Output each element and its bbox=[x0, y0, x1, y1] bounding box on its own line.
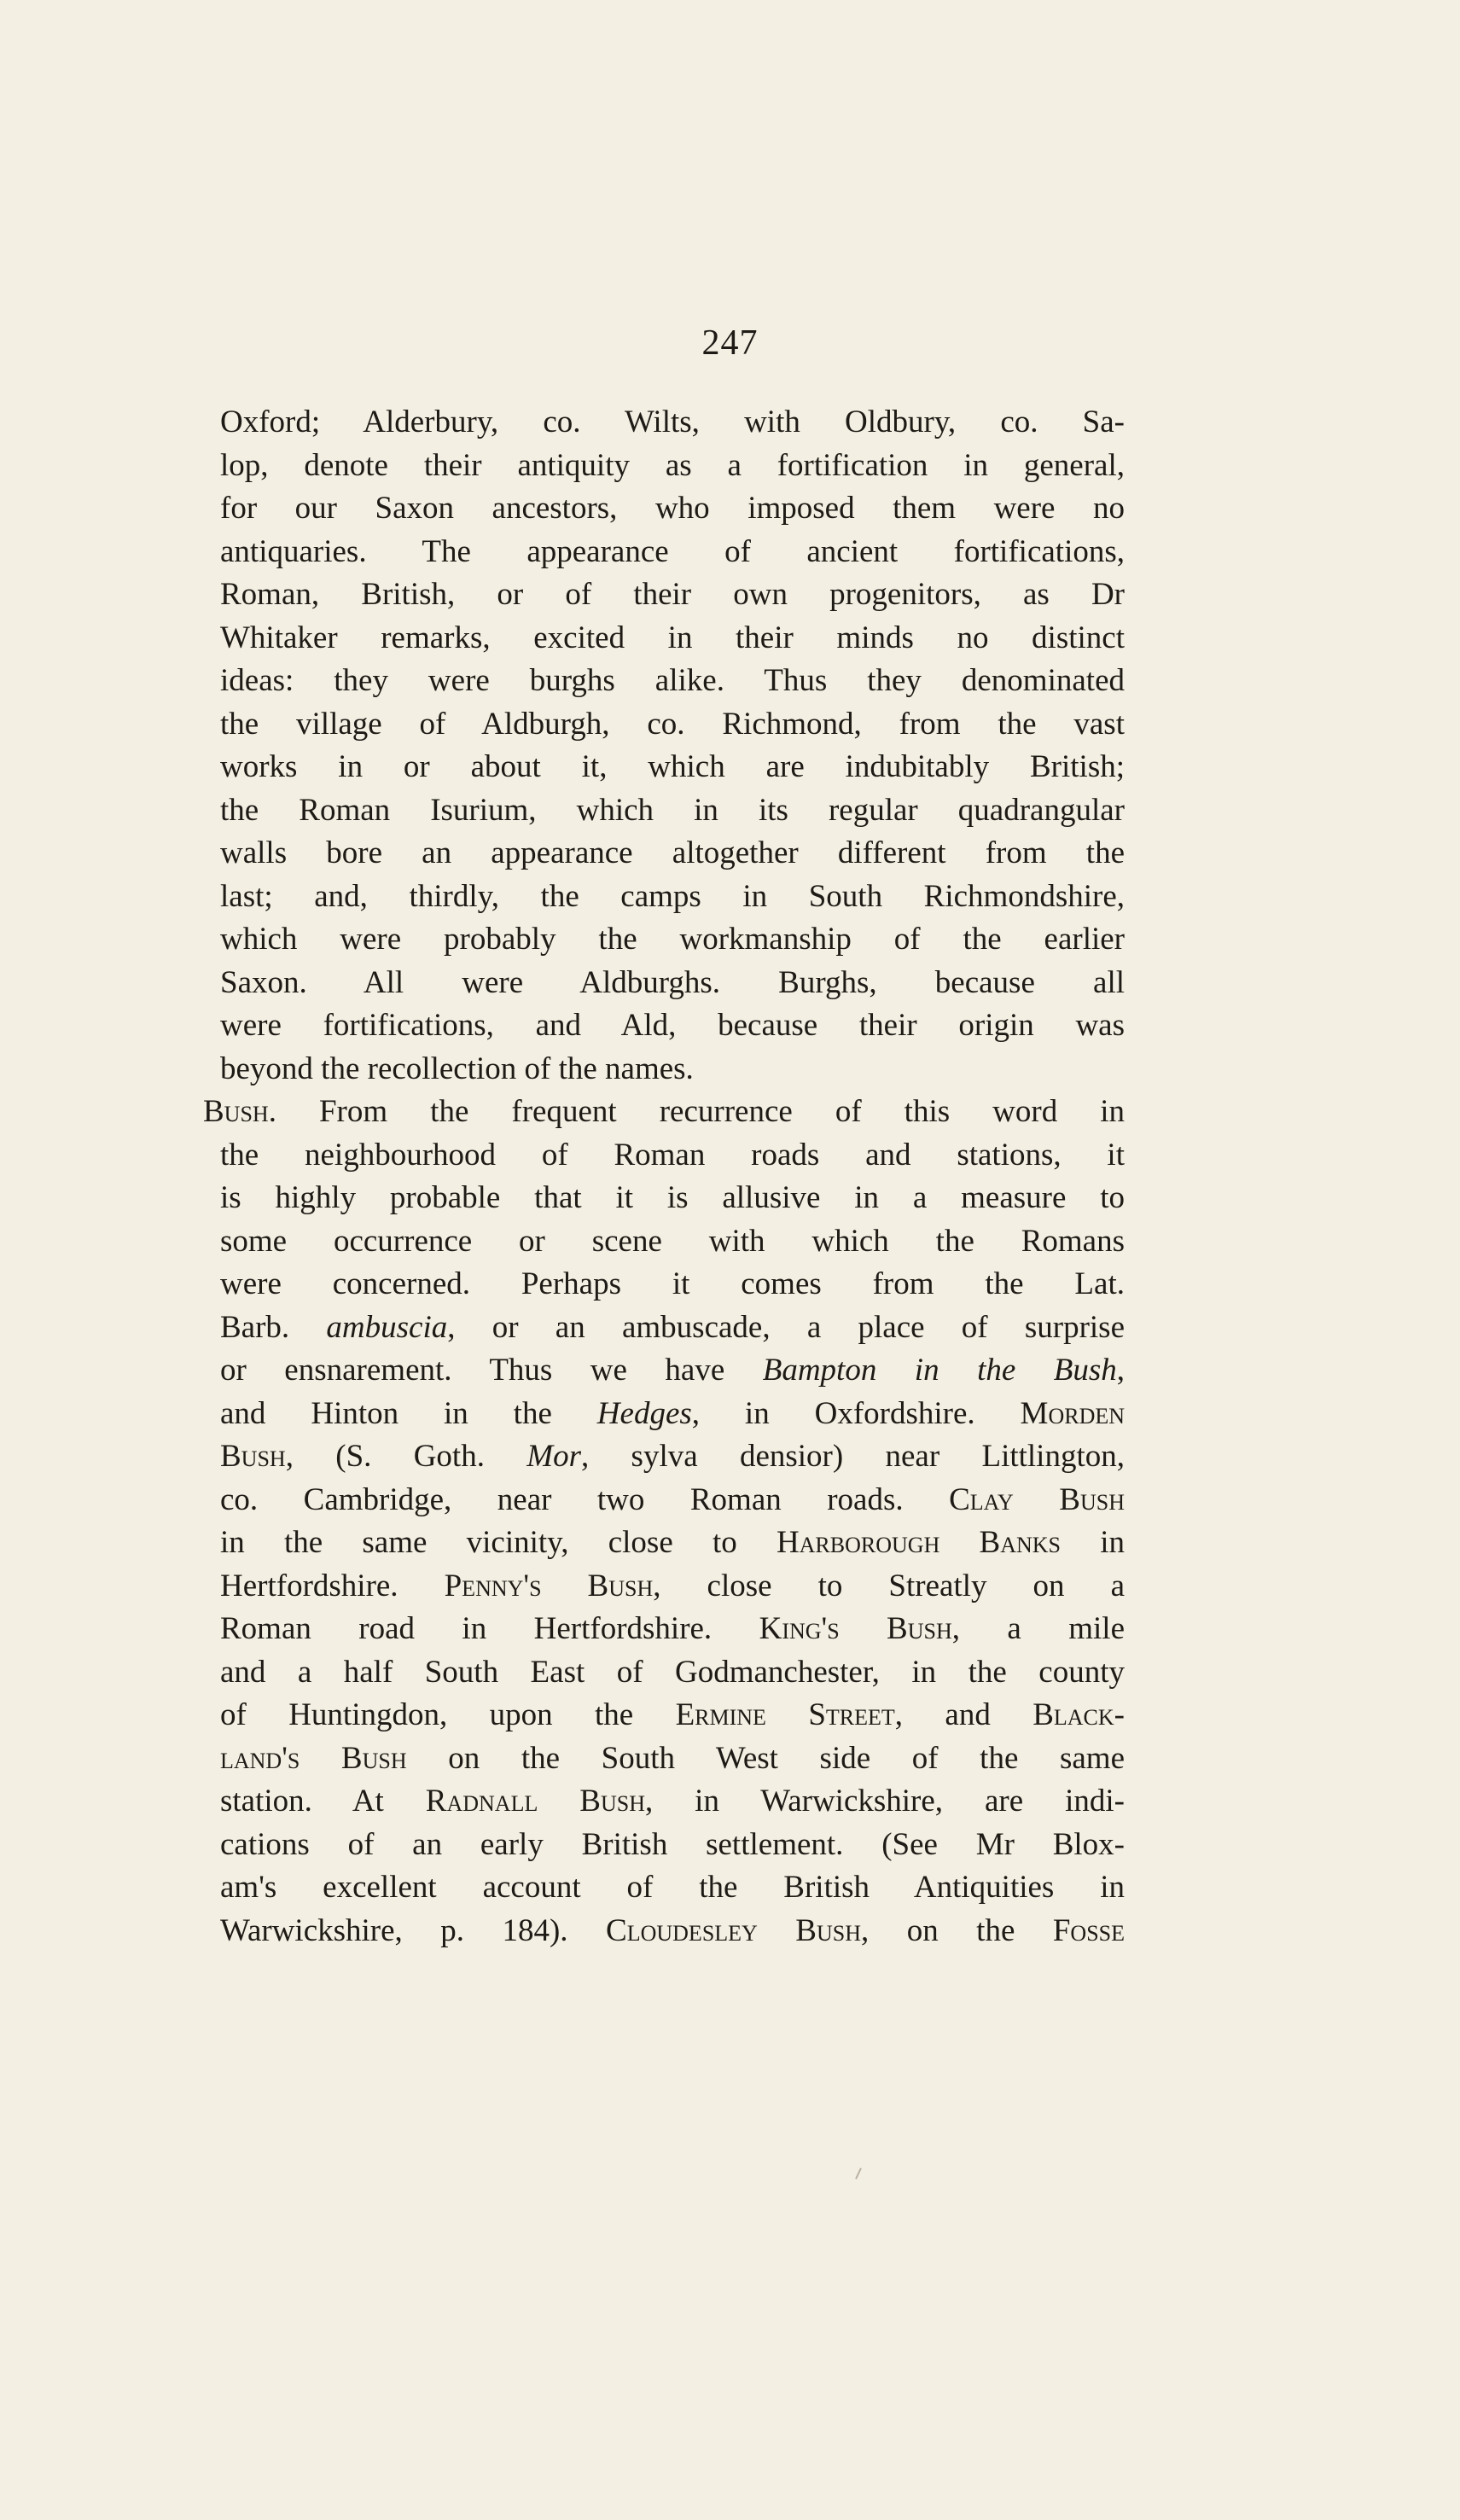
text-line: the neighbourhood of Roman roads and stations, it bbox=[220, 1137, 1125, 1173]
text-line: co. Cambridge, near two Roman roads. Clay Bush bbox=[220, 1481, 1125, 1517]
text-line: which were probably the workmanship of the earlier bbox=[220, 922, 1125, 957]
text-line: the Roman Isurium, which in its regular quadrangular bbox=[220, 792, 1125, 828]
text-line: am's excellent account of the British Antiquities in bbox=[220, 1870, 1125, 1905]
page-number: 247 bbox=[701, 323, 759, 363]
text-line: lop, denote their antiquity as a fortification in general, bbox=[220, 447, 1125, 483]
text-line: Oxford; Alderbury, co. Wilts, with Oldbury, co. Sa- bbox=[220, 404, 1125, 439]
text-line: beyond the recollection of the names. bbox=[220, 1050, 694, 1086]
text-line: antiquaries. The appearance of ancient fortifications, bbox=[220, 533, 1125, 569]
text-line: some occurrence or scene with which the Romans bbox=[220, 1223, 1125, 1259]
text-line: is highly probable that it is allusive in a measure to bbox=[220, 1180, 1125, 1215]
text-line: Warwickshire, p. 184). Cloudesley Bush, on the Fosse bbox=[220, 1912, 1126, 1948]
text-line: Saxon. All were Aldburghs. Burghs, because all bbox=[220, 964, 1125, 1000]
text-line: were concerned. Perhaps it comes from the Lat. bbox=[220, 1266, 1125, 1301]
text-line: of Huntingdon, upon the Ermine Street, and Black- bbox=[220, 1697, 1125, 1732]
text-line: cations of an early British settlement. (See Mr Blox- bbox=[220, 1826, 1125, 1862]
text-line: and Hinton in the Hedges, in Oxfordshire. Morden bbox=[220, 1395, 1125, 1431]
text-line: last; and, thirdly, the camps in South Richmondshire, bbox=[220, 878, 1125, 914]
text-line: Whitaker remarks, excited in their minds no distinct bbox=[220, 620, 1125, 655]
text-line: Roman, British, or of their own progenitors, as Dr bbox=[220, 577, 1125, 612]
text-line: or ensnarement. Thus we have Bampton in the Bush, bbox=[220, 1353, 1125, 1388]
text-line: walls bore an appearance altogether different from the bbox=[220, 835, 1125, 870]
text-line: Barb. ambuscia, or an ambuscade, a place of surprise bbox=[220, 1309, 1125, 1345]
text-line: works in or about it, which are indubitably British; bbox=[220, 749, 1125, 784]
paper-mark bbox=[855, 2168, 862, 2180]
text-line: station. At Radnall Bush, in Warwickshire, are indi- bbox=[220, 1784, 1125, 1819]
text-line: for our Saxon ancestors, who imposed them were no bbox=[220, 491, 1125, 526]
text-line: and a half South East of Godmanchester, in the county bbox=[220, 1654, 1125, 1690]
text-line: ideas: they were burghs alike. Thus they denominated bbox=[220, 663, 1125, 698]
text-line: Bush, (S. Goth. Mor, sylva densior) near Littlington, bbox=[220, 1439, 1125, 1474]
text-line: in the same vicinity, close to Harborough Banks in bbox=[220, 1525, 1126, 1560]
text-line: the village of Aldburgh, co. Richmond, from the vast bbox=[220, 706, 1125, 742]
entry-heading: Bush bbox=[203, 1094, 269, 1129]
body-text bbox=[203, 401, 1126, 1953]
text-line: Roman road in Hertfordshire. King's Bush, a mile bbox=[220, 1611, 1125, 1646]
text-line: Bush. From the frequent recurrence of this word in bbox=[203, 1094, 1125, 1129]
text-line: were fortifications, and Ald, because their origin was bbox=[220, 1008, 1125, 1043]
text-line: Hertfordshire. Penny's Bush, close to Streatly on a bbox=[220, 1568, 1126, 1603]
text-line: land's Bush on the South West side of the same bbox=[220, 1740, 1125, 1776]
